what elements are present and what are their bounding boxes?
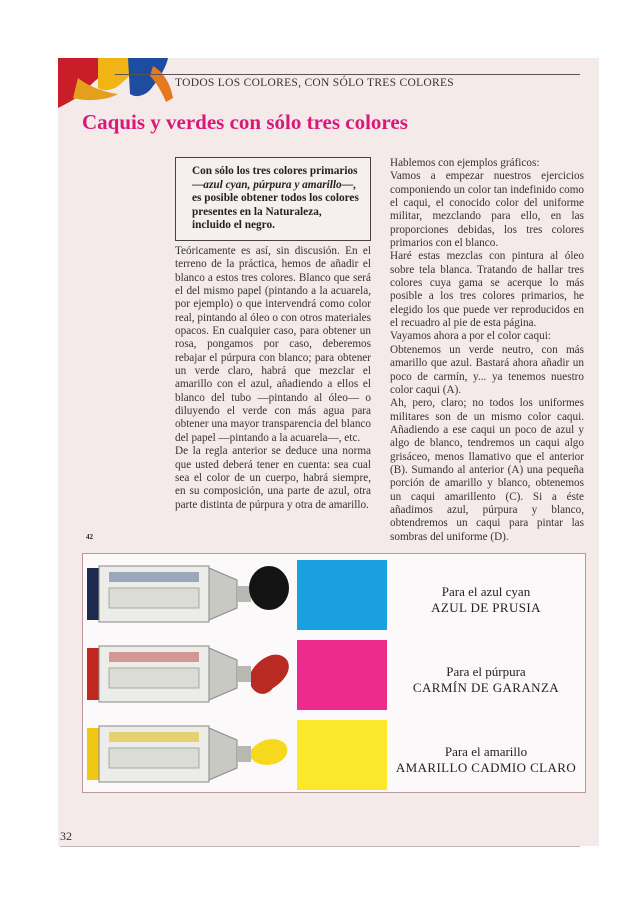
callout-italic: azul cyan, púrpura y amarillo [203,178,342,191]
paint-blob [251,739,287,765]
tube-cap [87,648,99,700]
callout-text-part-1: Con sólo los tres colores primarios — [192,165,358,191]
right-paragraph: Haré estas mezclas con pintura al óleo sobre tela blanca. Tratando de hallar tres colores cuya gama se acerque lo más posible a los tres colores primarios, he elegido los que puede ver reproducidos en el recuadro al pie de esta página. [390,250,584,330]
left-paragraph: Teóricamente es así, sin discusión. En el terreno de la práctica, hemos de añadir el blanco a estos tres colores. Blanco que será el del mismo papel (pintando a la acuarela, por ejemplo) o que intervendrá como color real, pintando al óleo o con otros materiales opacos. En cualquier caso, para obtener un rosa, pongamos por caso, deberemos rebajar el púrpura con blanco; para obtener un verde claro, habrá que mezclar el amarillo con el azul, añadiendo a ellos el blanco del tubo —pintando al óleo— o diluyendo el verde con más agua para obtener una mayor transparencia del blanco del papel —pintando a la acuarela—, etc. [175,245,371,444]
header-rule [115,74,580,75]
tube-cap [87,568,99,620]
section-title: TODOS LOS COLORES, CON SÓLO TRES COLORES [175,77,454,89]
caption-line-1: Para el púrpura [446,664,526,679]
paint-splash-image [58,58,178,113]
swatch-yellow [297,720,387,790]
left-paragraph: De la regla anterior se deduce una norma que usted deberá tener en cuenta: sea cual sea el color de un cuerpo, habrá siempre, en su composición, una parte de azul, otra parte distinta de púrpura y otra de amarillo. [175,445,371,511]
gallery-row-magenta [83,634,585,710]
caption-line-2: CARMÍN DE GARANZA [412,680,560,695]
caption-cyan [393,584,579,616]
right-column [390,157,584,544]
paint-blob [249,566,289,610]
left-column [175,245,371,512]
caption-magenta [393,664,579,696]
right-paragraph: Vamos a empezar nuestros ejercicios componiendo un color tan indefinido como el caqui, el conocido color del uniforme militar, mezclando para ello, en las proporciones debidas, los tres colores primarios con el blanco. [390,170,584,250]
callout-text-part-2: —, es posible obtener todos los colores presentes en la Naturaleza, incluido el negro. [192,178,359,232]
callout-box [175,157,371,241]
callout-text [192,165,362,233]
caption-line-2: AZUL DE PRUSIA [431,600,541,615]
caption-yellow [393,744,579,776]
bottom-rule [60,846,580,847]
paint-blob [251,655,289,694]
right-paragraph: Hablemos con ejemplos gráficos: [390,157,540,169]
gallery-row-cyan [83,554,585,630]
caption-line-2: AMARILLO CADMIO CLARO [395,760,577,775]
swatch-cyan [297,560,387,630]
right-paragraph: Vayamos ahora a por el color caqui: [390,330,551,343]
caption-line-1: Para el amarillo [444,744,528,759]
page-number: 32 [60,829,72,843]
swatch-magenta [297,640,387,710]
caption-line-1: Para el azul cyan [441,584,531,599]
right-paragraph: Ah, pero, claro; no todos los uniformes militares son de un mismo color caqui. Añadiendo a ese caqui un poco de azul y algo de blanco, tendremos un caqui algo grisáceo, menos llamativo que el anterior (B). Sumando al anterior (A) una pequeña porción de amarillo y blanco, obtenemos un caqui amarillento (C). Si a éste añadimos azul, púrpura y blanco, obtendremos un caqui para pintar las sombras del uniforme (D). [390,397,584,543]
gallery-row-yellow [83,714,585,790]
right-paragraph: Obtenemos un verde neutro, con más amarillo que azul. Bastará ahora añadir un poco de carmín, y... ya tenemos nuestro color caqui (A). [390,343,584,396]
paint-gallery [82,553,586,793]
tube-cap [87,728,99,780]
page-title: Caquis y verdes con sólo tres colores [82,110,408,134]
margin-number: 42 [86,533,93,541]
